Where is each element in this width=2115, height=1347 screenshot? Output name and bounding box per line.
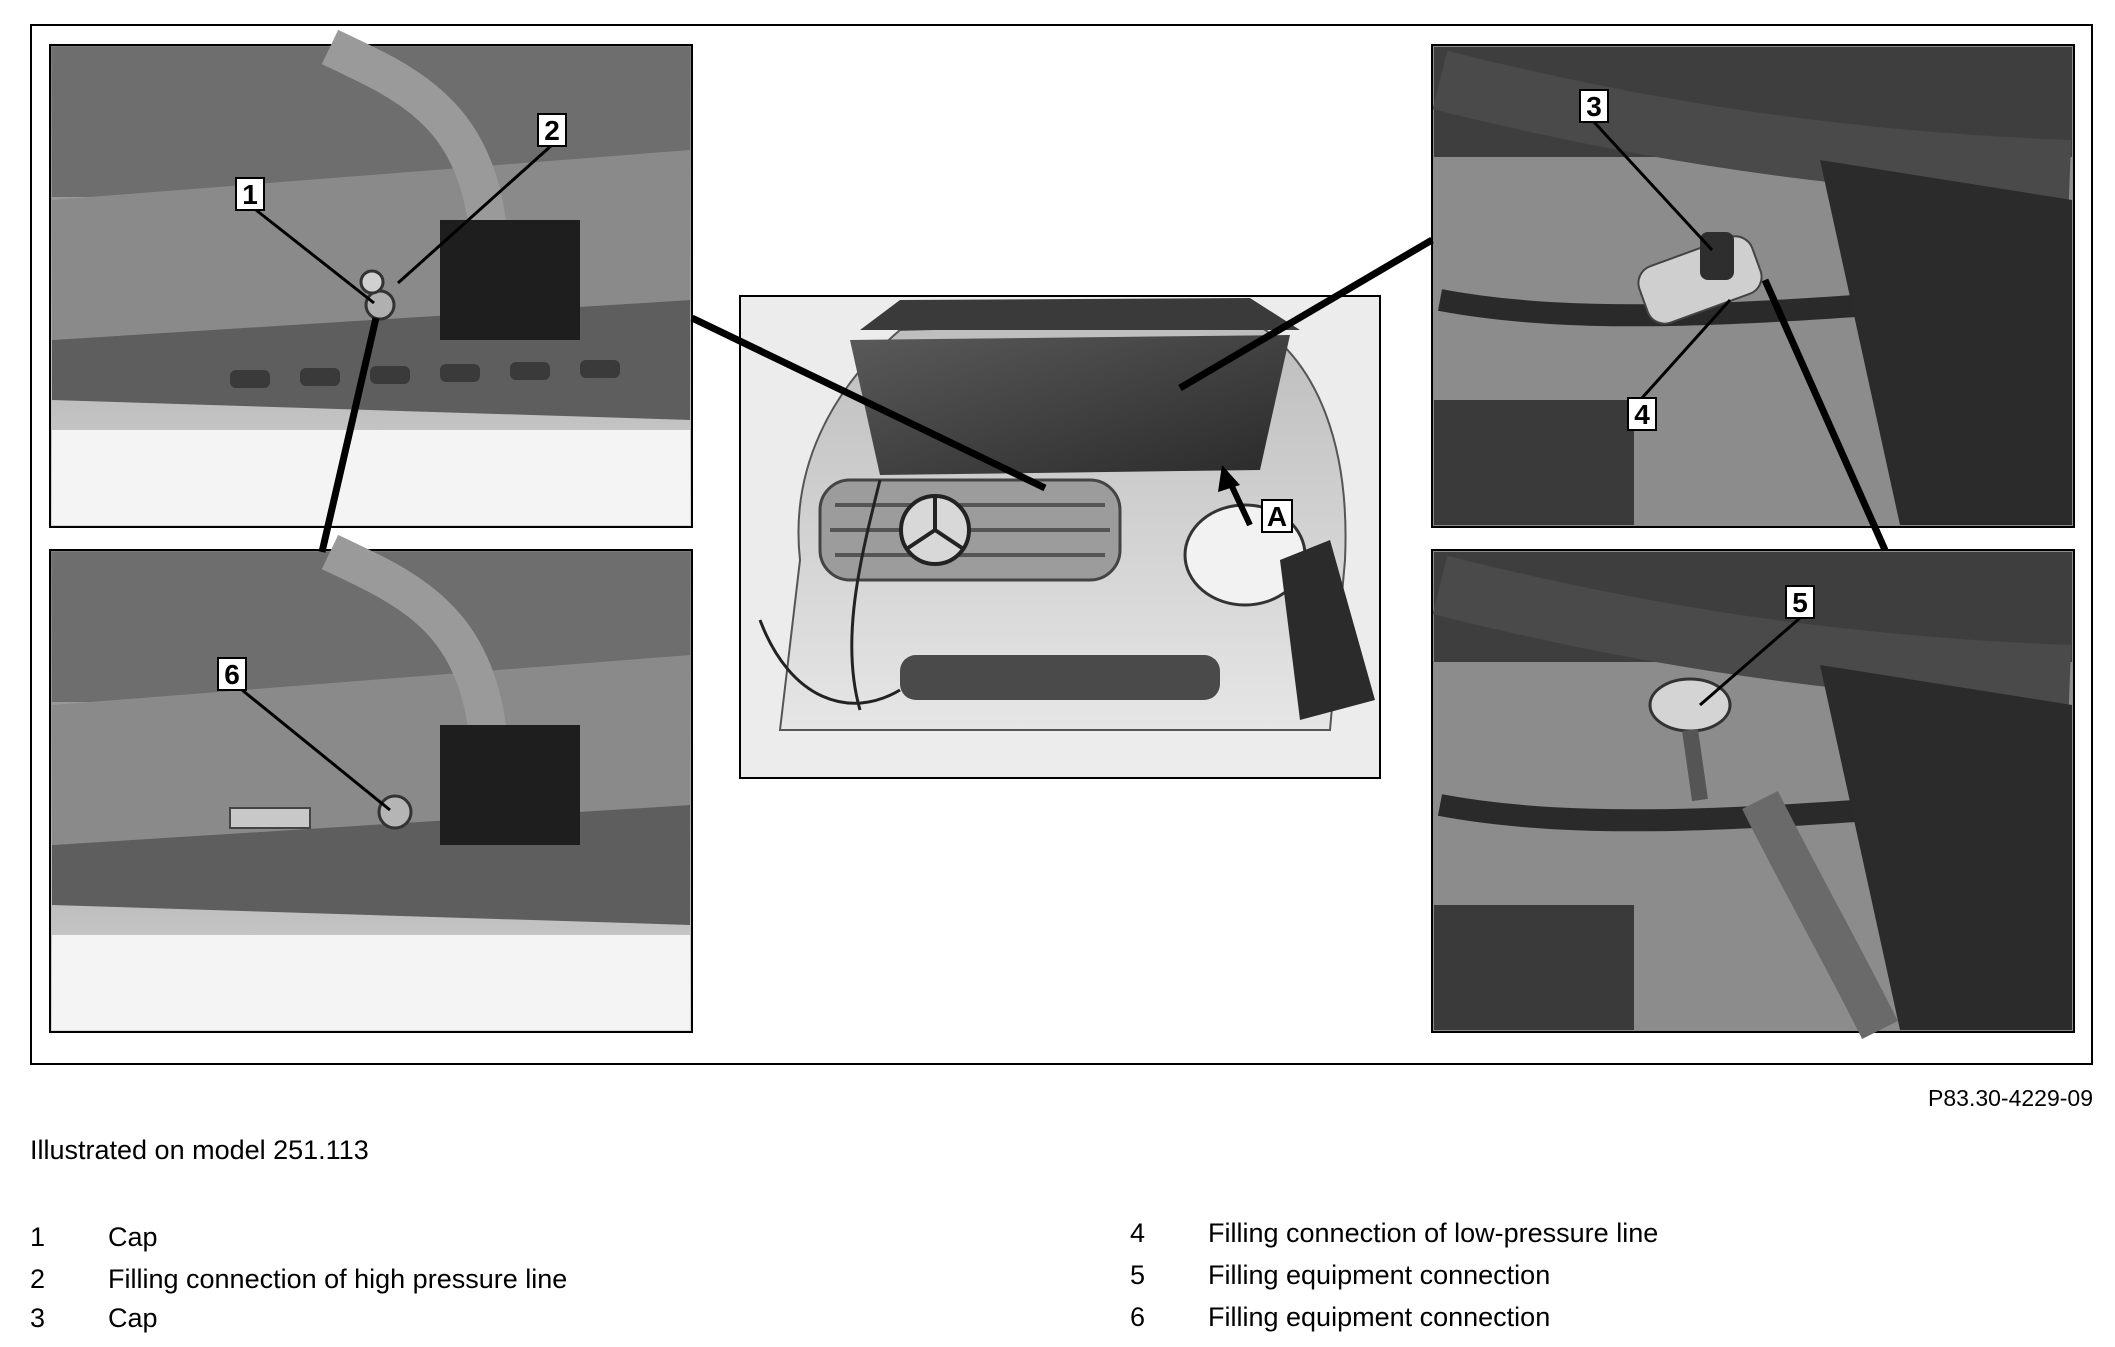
callout-2: 2 xyxy=(544,115,560,146)
callout-1: 1 xyxy=(242,179,258,210)
figure-code: P83.30-4229-09 xyxy=(1928,1085,2093,1111)
callout-6: 6 xyxy=(224,659,240,690)
panel-top-right xyxy=(1432,45,2074,527)
callout-3: 3 xyxy=(1586,91,1602,122)
legend-text: Cap xyxy=(108,1222,158,1252)
legend-number: 6 xyxy=(1130,1302,1146,1332)
legend-number: 4 xyxy=(1130,1218,1146,1248)
legend-text: Filling connection of high pressure line xyxy=(108,1264,568,1294)
model-note: Illustrated on model 251.113 xyxy=(30,1135,369,1165)
legend-number: 2 xyxy=(30,1264,46,1294)
legend-text: Filling equipment connection xyxy=(1208,1260,1551,1290)
panel-center-car xyxy=(740,296,1380,778)
legend-text: Filling equipment connection xyxy=(1208,1302,1551,1332)
legend-number: 1 xyxy=(30,1222,46,1252)
callout-5: 5 xyxy=(1792,587,1808,618)
callout-4: 4 xyxy=(1634,399,1650,430)
legend-text: Filling connection of low-pressure line xyxy=(1208,1218,1659,1248)
legend-number: 5 xyxy=(1130,1260,1146,1290)
legend-number: 3 xyxy=(30,1303,46,1333)
legend-text: Cap xyxy=(108,1303,158,1333)
panel-top-left xyxy=(50,45,692,527)
panel-bottom-left xyxy=(50,550,692,1032)
panel-bottom-right xyxy=(1432,550,2074,1032)
callout-a: A xyxy=(1266,501,1288,532)
